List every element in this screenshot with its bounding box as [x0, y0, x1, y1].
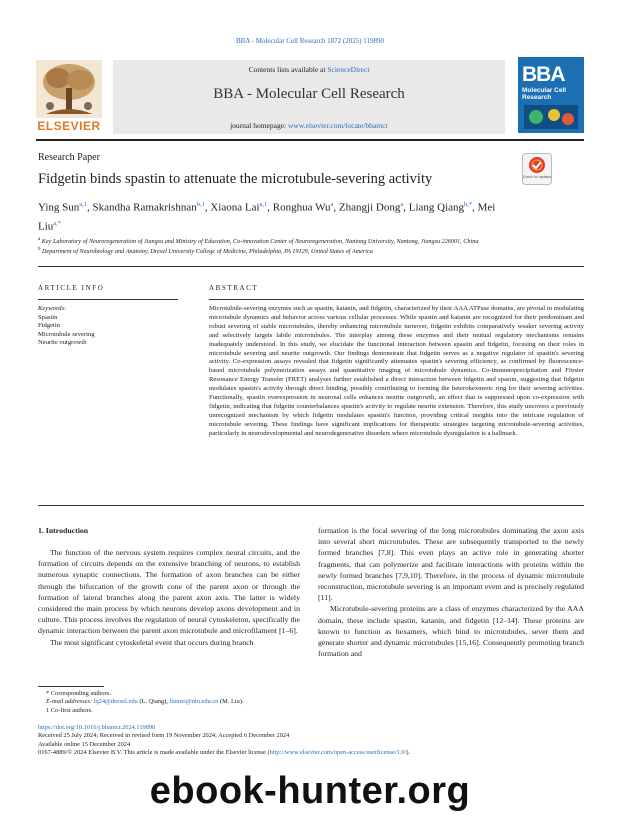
doi-link[interactable]: https://doi.org/10.1016/j.bbamcr.2024.119890	[38, 724, 156, 731]
contents-line	[113, 65, 505, 74]
author-list	[38, 197, 518, 234]
license-link[interactable]: http://www.elsevier.com/open-access/userlicense/1.0/	[269, 749, 407, 757]
keyword-item: Spastin	[38, 313, 58, 321]
body-paragraph: Microtubule-severing proteins are a class of enzymes characterized by the AAA domain, these include spastin, katanin, and fidgetin [12–14]. These proteins are known to function as hexamers, which bind to microtubules, sever them and generate shorter and dynamic microtubules [15,16]. Consequently promoting branch formation and	[318, 604, 584, 659]
footnotes	[38, 690, 338, 715]
watermark-text: ebook-hunter.org	[149, 770, 471, 812]
affiliation-divider	[38, 266, 584, 267]
copyright-suffix: ).	[406, 749, 411, 757]
author-name[interactable]: Ying Sun	[38, 201, 80, 214]
author-separator: ,	[204, 201, 211, 214]
article-meta	[38, 724, 584, 758]
author-affiliation-marker[interactable]: b,1	[196, 201, 205, 208]
abstract-heading: ABSTRACT	[209, 284, 259, 292]
email-label: E-mail addresses:	[46, 698, 94, 706]
elsevier-logo[interactable]	[36, 60, 102, 132]
journal-homepage-line	[113, 121, 505, 130]
check-for-updates-button[interactable]	[522, 153, 552, 185]
header-divider	[36, 139, 584, 141]
author-name[interactable]: Skandha Ramakrishnan	[92, 201, 197, 214]
affiliation-marker: b	[38, 247, 41, 253]
author-separator: ,	[87, 201, 93, 214]
author-name[interactable]: Xiaona Lai	[210, 201, 260, 214]
affiliation-text: Key Laboratory of Neuroregeneration of Jiangsu and Ministry of Education, Co-innovation Center of Neuroregeneration, Nantong University, Nantong, Jiangsu 226001, China	[41, 238, 479, 246]
journal-title: BBA - Molecular Cell Research	[213, 86, 405, 102]
cover-graphic-icon	[524, 105, 578, 129]
author-affiliation-marker[interactable]: a	[330, 201, 334, 208]
body-paragraph: The most significant cytoskeletal event that occurs during branch	[50, 637, 254, 647]
copyright-line	[38, 749, 584, 757]
affiliation-text: Department of Neurobiology and Anatomy, Drexel University College of Medicine, Philadelphia, PA 19129, United States of America	[42, 248, 373, 256]
author-name[interactable]: Zhangji Dong	[338, 201, 401, 214]
running-journal-header[interactable]: BBA - Molecular Cell Research 1872 (2025) 119890	[235, 37, 385, 45]
cofirst-note: 1 Co-first authors.	[46, 706, 93, 714]
keyword-item: Microtubule severing	[38, 330, 95, 338]
affiliation-item	[38, 236, 586, 246]
introduction-heading: 1. Introduction	[38, 526, 89, 535]
journal-homepage-link[interactable]: www.elsevier.com/locate/bbamcr	[288, 121, 388, 130]
author-name[interactable]: Ronghua Wu	[272, 201, 331, 214]
keywords-label: Keywords:	[38, 305, 67, 312]
abstract-rule	[209, 299, 584, 300]
available-online: Available online 15 December 2024	[38, 740, 131, 748]
homepage-prefix: journal homepage:	[230, 121, 288, 130]
article-title: Fidgetin binds spastin to attenuate the microtubule-severing activity	[38, 171, 433, 187]
article-type: Research Paper	[38, 152, 100, 163]
received-dates: Received 25 July 2024; Received in revised form 19 November 2024; Accepted 6 December 2024	[38, 732, 290, 740]
author-separator: ,	[333, 201, 339, 214]
abstract-divider	[38, 505, 584, 506]
author-affiliation-marker[interactable]: a,*	[53, 219, 62, 227]
author-affiliation-marker[interactable]: a	[400, 201, 404, 208]
cover-title: BBA	[522, 63, 565, 86]
article-info-rule	[38, 299, 178, 300]
author-name[interactable]: Mei Liu	[38, 201, 496, 233]
author-affiliation-marker[interactable]: b,*	[464, 201, 473, 208]
body-column-left	[38, 547, 300, 648]
elsevier-wordmark: ELSEVIER	[37, 119, 101, 133]
affiliation-item	[38, 246, 586, 256]
abstract-text: Microtubule-severing enzymes such as spastin, katanin, and fidgetin, characterized by their AAA ATPase domains, are pivotal in modulating microtubule dynamics and behavior across various cellular processes. While spastin and katanin are recognized for their predominant and robust severing of stable microtubules, thereby enhancing microtubule turnover, fidgetin exhibits comparatively weaker severing activity and selectively targets labile microtubules. The interplay among these enzymes and their mutual regulatory mechanisms remains inadequately understood. In this study, we elucidate the functional interaction between spastin and fidgetin, focusing on their roles in microtubule severing and neurite outgrowth. Our findings demonstrate that fidgetin serves as a negative regulator of spastin's severing activity. Co-expression assays revealed that fidgetin significantly attenuates spastin's severing efficiency, as confirmed by fluorescence-based microtubule polymerization assays and quantitative imaging of microtubule dynamics. Co-immunoprecipitation and Förster Resonance Energy Transfer (FRET) analyses further established a direct interaction between fidgetin and spastin, suggesting that fidgetin modulates spastin's activity through direct binding, possibly contributing to forming the heterohexmeric ring for their severing activities. Functionally, spastin overexpression in neuronal cells enhances neurite outgrowth, an effect that is suppressed upon co-expression with fidgetin, indicating that fidgetin counterbalances spastin's activity to regulate neurite extension. Therefore, this study uncovers a previously unrecognized mechanism by which fidgetin modulates spastin's function, providing critical insights into the intricate regulation of microtubule severing. These findings have significant implications for therapeutic strategies targeting microtubule-severing activities, particularly in neurodevelopmental and neurodegenerative disorders where microtubule dysregulation is a hallmark.	[209, 305, 584, 437]
author-separator: ,	[472, 201, 478, 214]
check-updates-label: Check for updates	[522, 175, 552, 179]
email-name: (L. Qiang),	[137, 698, 170, 706]
check-updates-icon	[522, 153, 552, 185]
email-link-qiang[interactable]: lq24@drexel.edu	[93, 698, 138, 706]
keyword-item: Neurite outgrowth	[38, 339, 87, 346]
author-affiliation-marker[interactable]: a,1	[79, 201, 88, 208]
affiliations	[38, 236, 586, 256]
copyright-text: 0167-4889/© 2024 Elsevier B.V. This article is made available under the Elsevier license (	[38, 749, 270, 757]
affiliation-marker: a	[38, 237, 41, 242]
footnote-rule	[38, 686, 104, 687]
keyword-item: Fidgetin	[38, 322, 60, 329]
cover-subtitle: Molecular Cell Research	[522, 87, 567, 101]
email-name: (M. Liu).	[218, 698, 244, 706]
sciencedirect-link[interactable]: ScienceDirect	[327, 65, 370, 74]
corresponding-note: * Corresponding authors.	[46, 690, 111, 697]
email-note	[38, 698, 338, 706]
keywords-block	[38, 305, 95, 348]
author-separator: ,	[267, 201, 273, 214]
email-link-liu[interactable]: liumei@ntu.edu.cn	[169, 698, 219, 706]
body-paragraph: formation is the focal severing of the long microtubules dominating the axon axis into several short microtubules. These are subsequently transported to the newly formed branches [7,8]. This even plays an active role in generating shorter fragments, that can polymerize and facilitate interactions with proteins within the newly formed branches [7,9,10]. Therefore, in the process of dynamic microtubule reconstruction, microtubule severing is an important event and is precisely regulated [11].	[318, 526, 584, 603]
article-info-heading: ARTICLE INFO	[38, 284, 105, 292]
journal-cover-image[interactable]	[518, 57, 584, 133]
contents-prefix: Contents lists available at	[248, 65, 328, 74]
author-affiliation-marker[interactable]: a,1	[259, 201, 268, 208]
journal-header-box	[113, 60, 505, 134]
body-column-right	[318, 525, 584, 659]
body-paragraph: The function of the nervous system requires complex neural circuits, and the formation of circuits depends on the extensive branching of neurons, to establish numerous synaptic connections. The formation of axon branches can be either through the bifurcation of the growth cone of the parent axon or through the formation of lateral branches along the parent axon axis. The latter is widely considered the main process by which neurons develop axons development and in culture. This process involves the regulation of neural cytoskeleton, specifically the dynamic interaction between the parent axon microtubule and microfilament [1–6].	[38, 548, 300, 636]
author-separator: ,	[403, 201, 409, 214]
author-name[interactable]: Liang Qiang	[408, 201, 465, 214]
